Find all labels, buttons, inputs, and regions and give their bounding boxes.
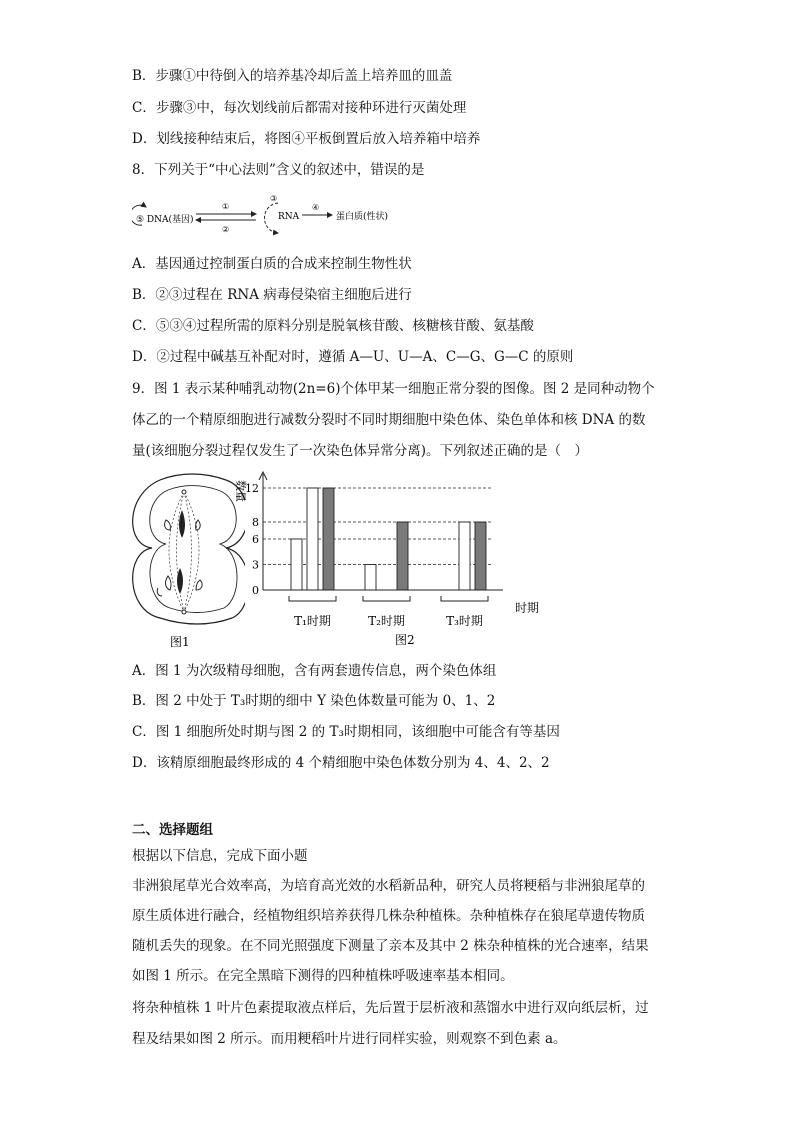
q8-stem: 8．下列关于“中心法则”含义的叙述中，错误的是 bbox=[132, 162, 425, 178]
q7-option-c: C．步骤③中，每次划线前后都需对接种环进行灭菌处理 bbox=[132, 100, 467, 116]
q9-stem-line-3: 量(该细胞分裂过程仅发生了一次染色体异常分离)。下列叙述正确的是（ ） bbox=[132, 443, 589, 459]
cell-inner-membrane bbox=[150, 486, 237, 613]
q8-option-a: A．基因通过控制蛋白质的合成来控制生物性状 bbox=[132, 256, 412, 272]
figure-2-bar-chart bbox=[225, 470, 555, 660]
paragraph-1-line-1: 非洲狼尾草光合效率高，为培育高光效的水稻新品种，研究人员将粳稻与非洲狼尾草的 bbox=[132, 878, 645, 894]
arrow-2-label: ② bbox=[222, 225, 230, 234]
chromosome bbox=[196, 520, 201, 530]
figure-1-caption: 图1 bbox=[170, 635, 190, 649]
category-label: T₁时期 bbox=[294, 614, 331, 628]
category-bracket bbox=[289, 596, 336, 601]
category-bracket bbox=[363, 596, 410, 601]
y-tick-label: 6 bbox=[252, 533, 259, 546]
paragraph-1-line-2: 原生质体进行融合，经植物组织培养获得几株杂种植株。杂种植株存在狼尾草遗传物质 bbox=[132, 908, 645, 924]
category-bracket bbox=[441, 596, 488, 601]
q9-option-b: B．图 2 中处于 T₃时期的细中 Y 染色体数量可能为 0、1、2 bbox=[132, 693, 496, 709]
section-heading: 二、选择题组 bbox=[132, 822, 213, 838]
y-axis-label: 数量 bbox=[234, 480, 247, 502]
x-axis-label: 时期 bbox=[515, 601, 540, 615]
paragraph-2-line-2: 程及结果如图 2 所示。而用粳稻叶片进行同样实验，则观察不到色素 a。 bbox=[132, 1031, 567, 1047]
chromosome bbox=[157, 588, 162, 596]
chromosome bbox=[177, 568, 183, 594]
q7-option-d: D．划线接种结束后，将图④平板倒置后放入培养箱中培养 bbox=[132, 131, 481, 147]
q8-option-b: B．②③过程在 RNA 病毒侵染宿主细胞后进行 bbox=[132, 287, 412, 303]
bar bbox=[365, 565, 376, 591]
bar bbox=[323, 488, 334, 590]
paragraph-1-line-4: 如图 1 所示。在完全黑暗下测得的四种植株呼吸速率基本相同。 bbox=[132, 968, 514, 984]
y-tick-label: 12 bbox=[245, 482, 259, 495]
arrow-4-label: ④ bbox=[312, 203, 320, 212]
protein-label: 蛋白质(性状) bbox=[336, 212, 389, 222]
bar bbox=[291, 539, 302, 590]
y-tick-label: 3 bbox=[252, 558, 259, 572]
chromosome bbox=[165, 520, 171, 530]
paragraph-2-line-1: 将杂种植株 1 叶片色素提取液点样后，先后置于层析液和蒸馏水中进行双向纸层析，过 bbox=[132, 1000, 649, 1016]
dna-label: ⑤ DNA(基因) bbox=[136, 215, 194, 225]
arrow-3-label: ③ bbox=[270, 194, 278, 203]
q9-stem-line-2: 体乙的一个精原细胞进行减数分裂时不同时期细胞中染色体、染色单体和核 DNA 的数 bbox=[132, 412, 646, 428]
arrow-1-label: ① bbox=[222, 202, 230, 211]
section-intro: 根据以下信息，完成下面小题 bbox=[132, 848, 308, 864]
category-label: T₂时期 bbox=[368, 614, 405, 628]
bar bbox=[307, 488, 318, 590]
q7-option-b: B．步骤①中待倒入的培养基冷却后盖上培养皿的皿盖 bbox=[132, 68, 453, 84]
bar bbox=[475, 522, 486, 590]
rna-label: RNA bbox=[278, 212, 300, 222]
bar bbox=[459, 522, 470, 590]
q9-option-d: D．该精原细胞最终形成的 4 个精细胞中染色体数分别为 4、4、2、2 bbox=[132, 755, 550, 771]
chromosome bbox=[196, 580, 202, 590]
category-label: T₃时期 bbox=[446, 614, 483, 628]
q9-stem-line-1: 9．图 1 表示某种哺乳动物(2n=6)个体甲某一细胞正常分裂的图像。图 2 是同种动物个 bbox=[132, 381, 655, 397]
y-tick-label: 8 bbox=[252, 516, 259, 529]
q9-option-c: C．图 1 细胞所处时期与图 2 的 T₃时期相同，该细胞中可能含有等基因 bbox=[132, 724, 560, 740]
central-dogma-diagram bbox=[132, 193, 422, 239]
y-tick-label: 0 bbox=[252, 584, 259, 597]
q9-option-a: A．图 1 为次级精母细胞，含有两套遗传信息，两个染色体组 bbox=[132, 663, 497, 679]
figure-2-caption: 图2 bbox=[395, 633, 415, 647]
q8-option-c: C．⑤③④过程所需的原料分别是脱氧核苷酸、核糖核苷酸、氨基酸 bbox=[132, 318, 534, 334]
chromosome bbox=[166, 576, 172, 590]
bar bbox=[397, 522, 408, 590]
chromosome bbox=[179, 510, 185, 538]
paragraph-1-line-3: 随机丢失的现象。在不同光照强度下测量了亲本及其中 2 株杂种植株的光合速率，结果 bbox=[132, 938, 649, 954]
q8-option-d: D．②过程中碱基互补配对时，遵循 A—U、U—A、C—G、G—C 的原则 bbox=[132, 349, 574, 365]
